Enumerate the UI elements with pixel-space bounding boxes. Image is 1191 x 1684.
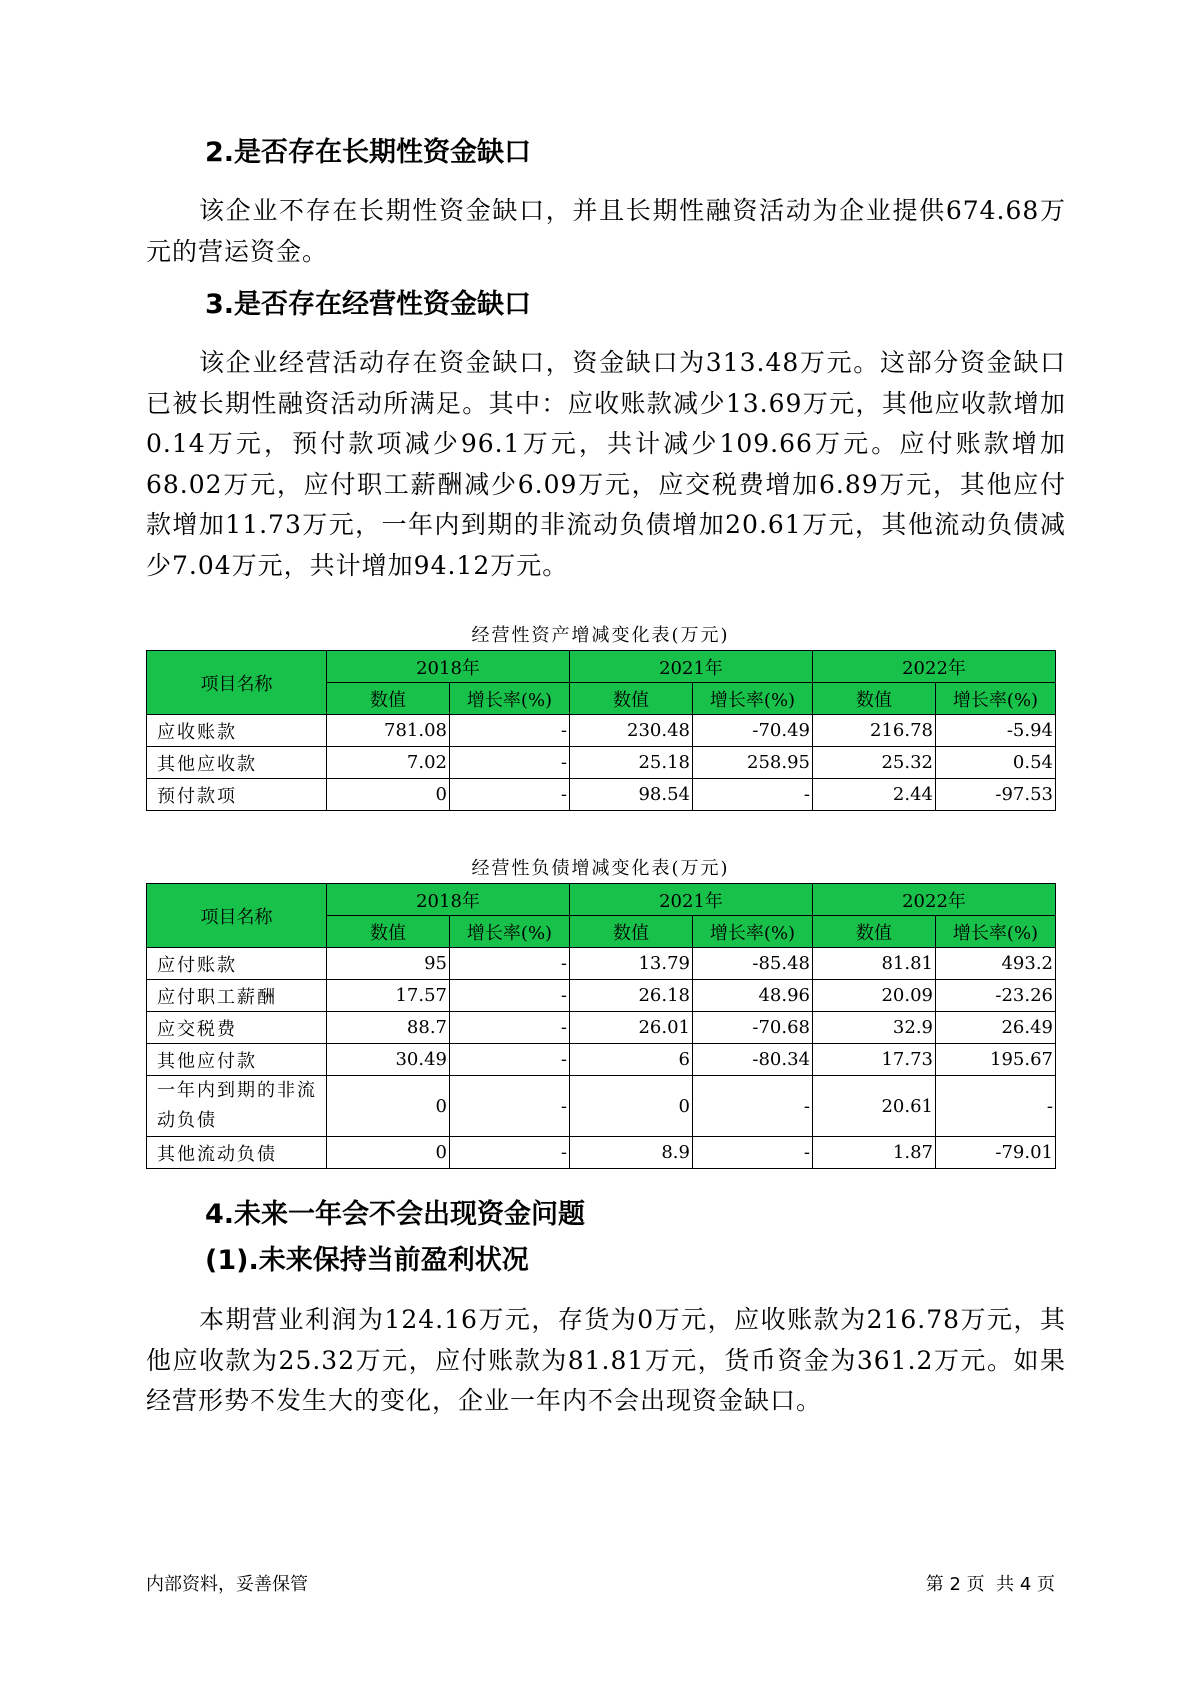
- value-cell: 17.73: [813, 1044, 936, 1076]
- header-year: 2022年: [813, 884, 1056, 916]
- operating-liabilities-table: [146, 883, 1056, 1169]
- row-label: 预付款项: [147, 779, 327, 811]
- value-cell: 98.54: [570, 779, 693, 811]
- subsection-heading-current-profit: (1).未来保持当前盈利状况: [205, 1245, 529, 1276]
- section-heading-long-term-gap: 2.是否存在长期性资金缺口: [205, 137, 532, 168]
- value-cell: 81.81: [813, 948, 936, 980]
- table-row: [147, 1044, 1056, 1076]
- header-year: 2021年: [570, 651, 813, 683]
- value-cell: 25.32: [813, 747, 936, 779]
- table-caption-assets: 经营性资产增减变化表(万元): [471, 625, 730, 646]
- header-growth-rate: 增长率(%): [450, 683, 570, 715]
- growth-rate-cell: -: [450, 1137, 570, 1169]
- growth-rate-cell: -: [450, 1044, 570, 1076]
- row-label: 其他应付款: [147, 1044, 327, 1076]
- operating-assets-table: [146, 650, 1056, 811]
- growth-rate-cell: -: [450, 980, 570, 1012]
- footer-page-number: 第 2 页 共 4 页: [925, 1574, 1055, 1595]
- table-row: [147, 1137, 1056, 1169]
- table-row: [147, 779, 1056, 811]
- value-cell: 8.9: [570, 1137, 693, 1169]
- value-cell: 88.7: [327, 1012, 450, 1044]
- growth-rate-cell: -23.26: [936, 980, 1056, 1012]
- value-cell: 26.18: [570, 980, 693, 1012]
- section-heading-operating-gap: 3.是否存在经营性资金缺口: [205, 289, 532, 320]
- liabilities-table-body: [147, 948, 1056, 1169]
- growth-rate-cell: 195.67: [936, 1044, 1056, 1076]
- growth-rate-cell: 26.49: [936, 1012, 1056, 1044]
- growth-rate-cell: -: [693, 1076, 813, 1137]
- growth-rate-cell: -70.49: [693, 715, 813, 747]
- header-value: 数值: [327, 683, 450, 715]
- paragraph-next-year: 本期营业利润为124.16万元，存货为0万元，应收账款为216.78万元，其他应收款为25.32万元，应付账款为81.81万元，货币资金为361.2万元。如果经营形势不发生大的变化，企业一年内不会出现资金缺口。: [146, 1305, 1066, 1415]
- value-cell: 0: [570, 1076, 693, 1137]
- table-row: [147, 715, 1056, 747]
- value-cell: 20.09: [813, 980, 936, 1012]
- header-growth-rate: 增长率(%): [450, 916, 570, 948]
- header-value: 数值: [327, 916, 450, 948]
- value-cell: 1.87: [813, 1137, 936, 1169]
- row-label: 其他应收款: [147, 747, 327, 779]
- value-cell: 6: [570, 1044, 693, 1076]
- table-row: [147, 948, 1056, 980]
- growth-rate-cell: -70.68: [693, 1012, 813, 1044]
- header-value: 数值: [570, 916, 693, 948]
- growth-rate-cell: -97.53: [936, 779, 1056, 811]
- value-cell: 95: [327, 948, 450, 980]
- value-cell: 0: [327, 1137, 450, 1169]
- header-growth-rate: 增长率(%): [936, 683, 1056, 715]
- header-year: 2021年: [570, 884, 813, 916]
- header-year: 2018年: [327, 884, 570, 916]
- value-cell: 32.9: [813, 1012, 936, 1044]
- value-cell: 17.57: [327, 980, 450, 1012]
- header-value: 数值: [570, 683, 693, 715]
- growth-rate-cell: 493.2: [936, 948, 1056, 980]
- growth-rate-cell: -: [450, 1076, 570, 1137]
- value-cell: 25.18: [570, 747, 693, 779]
- assets-table-body: [147, 715, 1056, 811]
- header-year: 2022年: [813, 651, 1056, 683]
- row-label: 应收账款: [147, 715, 327, 747]
- value-cell: 7.02: [327, 747, 450, 779]
- footer-confidential-note: 内部资料，妥善保管: [146, 1574, 308, 1595]
- header-value: 数值: [813, 916, 936, 948]
- row-label: 应付职工薪酬: [147, 980, 327, 1012]
- growth-rate-cell: -: [693, 779, 813, 811]
- header-item-name: 项目名称: [147, 884, 327, 948]
- table-row: [147, 980, 1056, 1012]
- table-row: [147, 1076, 1056, 1137]
- header-item-name: 项目名称: [147, 651, 327, 715]
- paragraph-operating-gap: 该企业经营活动存在资金缺口，资金缺口为313.48万元。这部分资金缺口已被长期性融资活动所满足。其中：应收账款减少13.69万元，其他应收款增加0.14万元，预付款项减少96.1万元，共计减少109.66万元。应付账款增加68.02万元，应付职工薪酬减少6.09万元，应交税费增加6.89万元，其他应付款增加11.73万元，一年内到期的非流动负债增加20.61万元，其他流动负债减少7.04万元，共计增加94.12万元。: [146, 348, 1066, 580]
- growth-rate-cell: -: [450, 715, 570, 747]
- table-row: [147, 747, 1056, 779]
- header-growth-rate: 增长率(%): [693, 683, 813, 715]
- row-label: 应付账款: [147, 948, 327, 980]
- growth-rate-cell: -85.48: [693, 948, 813, 980]
- row-label: 应交税费: [147, 1012, 327, 1044]
- growth-rate-cell: -5.94: [936, 715, 1056, 747]
- value-cell: 26.01: [570, 1012, 693, 1044]
- row-label: 其他流动负债: [147, 1137, 327, 1169]
- header-value: 数值: [813, 683, 936, 715]
- paragraph-long-term-gap: 该企业不存在长期性资金缺口，并且长期性融资活动为企业提供674.68万元的营运资金。: [146, 196, 1066, 266]
- row-label: 一年内到期的非流动负债: [147, 1076, 327, 1137]
- growth-rate-cell: -79.01: [936, 1137, 1056, 1169]
- header-growth-rate: 增长率(%): [936, 916, 1056, 948]
- header-growth-rate: 增长率(%): [693, 916, 813, 948]
- growth-rate-cell: 48.96: [693, 980, 813, 1012]
- value-cell: 20.61: [813, 1076, 936, 1137]
- growth-rate-cell: -: [450, 779, 570, 811]
- value-cell: 216.78: [813, 715, 936, 747]
- growth-rate-cell: -80.34: [693, 1044, 813, 1076]
- growth-rate-cell: 0.54: [936, 747, 1056, 779]
- table-row: [147, 1012, 1056, 1044]
- header-year: 2018年: [327, 651, 570, 683]
- growth-rate-cell: -: [450, 948, 570, 980]
- value-cell: 0: [327, 779, 450, 811]
- value-cell: 230.48: [570, 715, 693, 747]
- section-heading-next-year: 4.未来一年会不会出现资金问题: [205, 1199, 586, 1230]
- growth-rate-cell: -: [450, 747, 570, 779]
- growth-rate-cell: -: [936, 1076, 1056, 1137]
- value-cell: 0: [327, 1076, 450, 1137]
- growth-rate-cell: 258.95: [693, 747, 813, 779]
- value-cell: 13.79: [570, 948, 693, 980]
- growth-rate-cell: -: [450, 1012, 570, 1044]
- table-caption-liabilities: 经营性负债增减变化表(万元): [471, 858, 730, 879]
- value-cell: 781.08: [327, 715, 450, 747]
- value-cell: 30.49: [327, 1044, 450, 1076]
- value-cell: 2.44: [813, 779, 936, 811]
- growth-rate-cell: -: [693, 1137, 813, 1169]
